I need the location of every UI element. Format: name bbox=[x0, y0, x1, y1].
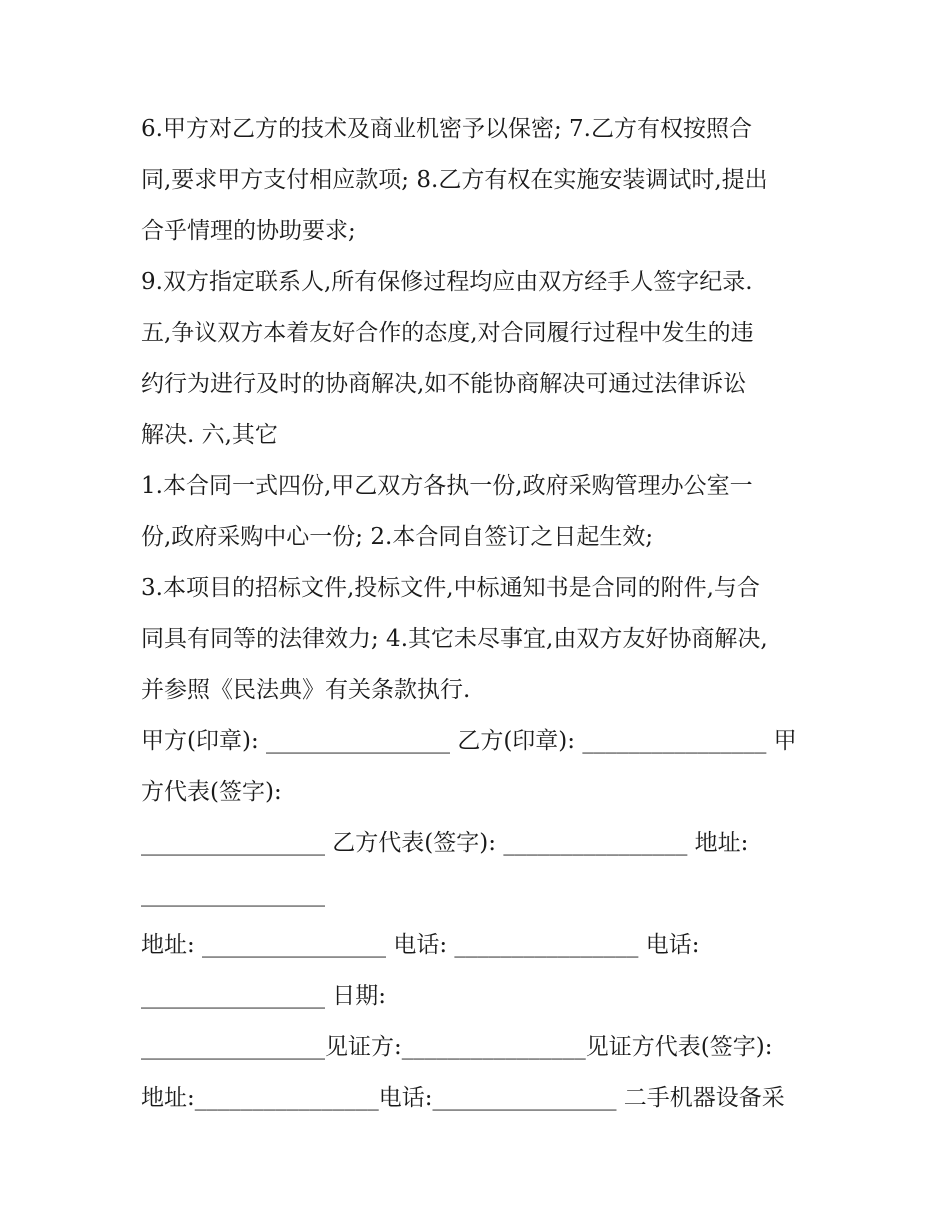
document-page bbox=[141, 104, 821, 1124]
text-line: 份,政府采购中心一份; 2.本合同自签订之日起生效; bbox=[141, 524, 654, 550]
text-line: 解决. 六,其它 bbox=[141, 422, 278, 448]
signature-line: 地址: ________________ 电话: ________________ 电话: bbox=[141, 932, 700, 958]
signature-line: ________________ 日期: bbox=[141, 983, 387, 1009]
text-line: 3.本项目的招标文件,投标文件,中标通知书是合同的附件,与合 bbox=[141, 575, 760, 601]
signature-line: 地址:________________电话:________________ 二手机器设备采 bbox=[141, 1085, 785, 1111]
text-line: 6.甲方对乙方的技术及商业机密予以保密; 7.乙方有权按照合 bbox=[141, 116, 752, 142]
signature-line: 甲方(印章): ________________ 乙方(印章): ________________ 甲 bbox=[141, 728, 797, 754]
signature-line: 方代表(签字): bbox=[141, 779, 282, 805]
text-line: 同,要求甲方支付相应款项; 8.乙方有权在实施安装调试时,提出 bbox=[141, 167, 768, 193]
text-line: 并参照《民法典》有关条款执行. bbox=[141, 677, 471, 703]
signature-line: ________________ 乙方代表(签字): ________________ 地址: bbox=[141, 830, 749, 856]
signature-line: ________________ bbox=[141, 881, 325, 907]
signature-line: ________________见证方:________________见证方代表(签字): bbox=[141, 1034, 773, 1060]
text-line: 合乎情理的协助要求; bbox=[141, 218, 356, 244]
text-line: 约行为进行及时的协商解决,如不能协商解决可通过法律诉讼 bbox=[141, 371, 747, 397]
text-line: 1.本合同一式四份,甲乙双方各执一份,政府采购管理办公室一 bbox=[141, 473, 753, 499]
text-line: 9.双方指定联系人,所有保修过程均应由双方经手人签字纪录. bbox=[141, 269, 753, 295]
text-line: 五,争议双方本着友好合作的态度,对合同履行过程中发生的违 bbox=[141, 320, 754, 346]
text-line: 同具有同等的法律效力; 4.其它未尽事宜,由双方友好协商解决, bbox=[141, 626, 768, 652]
